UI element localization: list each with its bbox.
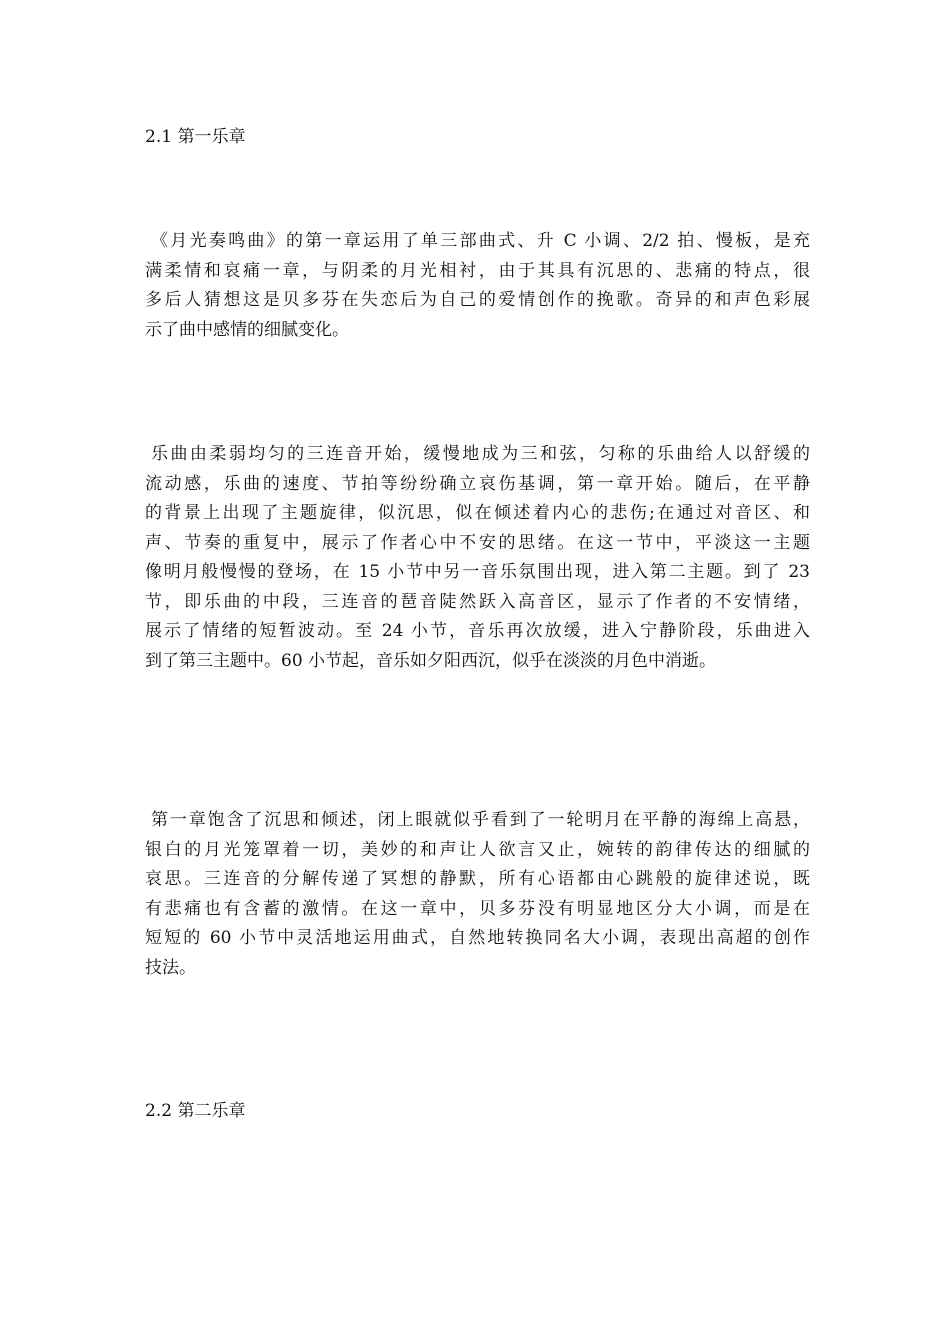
paragraph-line: 的背景上出现了主题旋律，似沉思，似在倾述着内心的悲伤;在通过对音区、和 [145,503,810,523]
paragraph-2 [145,440,810,676]
paragraph-line: 示了曲中感情的细腻变化。 [145,319,349,340]
section-heading-2-1: 2.1 第一乐章 [145,127,246,147]
paragraph-3 [145,806,810,983]
paragraph-line: 银白的月光笼罩着一切，美妙的和声让人欲言又止，婉转的韵律传达的细腻的 [145,839,810,860]
paragraph-line: 流动感，乐曲的速度、节拍等纷纷确立哀伤基调，第一章开始。随后，在平静 [145,473,810,494]
paragraph-line: 有悲痛也有含蓄的激情。在这一章中，贝多芬没有明显地区分大小调，而是在 [145,898,810,919]
paragraph-line: 哀思。三连音的分解传递了冥想的静默，所有心语都由心跳般的旋律述说，既 [145,869,810,889]
paragraph-line: 《月光奏鸣曲》的第一章运用了单三部曲式、升 C 小调、2/2 拍、慢板，是充 [151,231,810,251]
paragraph-line: 像明月般慢慢的登场，在 15 小节中另一音乐氛围出现，进入第二主题。到了 23 [145,562,810,582]
section-heading-2-2: 2.2 第二乐章 [145,1101,246,1121]
paragraph-line: 节，即乐曲的中段，三连音的琶音陡然跃入高音区，显示了作者的不安情绪， [145,591,810,612]
paragraph-line: 短短的 60 小节中灵活地运用曲式，自然地转换同名大小调，表现出高超的创作 [145,928,810,948]
paragraph-line: 到了第三主题中。60 小节起，音乐如夕阳西沉，似乎在淡淡的月色中消逝。 [145,650,717,671]
paragraph-line: 第一章饱含了沉思和倾述，闭上眼就似乎看到了一轮明月在平静的海绵上高悬， [151,810,810,830]
paragraph-1 [145,227,810,345]
paragraph-line: 技法。 [145,957,196,978]
paragraph-line: 乐曲由柔弱均匀的三连音开始，缓慢地成为三和弦，匀称的乐曲给人以舒缓的 [151,444,810,464]
document-page [145,0,810,1344]
paragraph-line: 多后人猜想这是贝多芬在失恋后为自己的爱情创作的挽歌。奇异的和声色彩展 [145,290,810,310]
paragraph-line: 满柔情和哀痛一章，与阴柔的月光相衬，由于其具有沉思的、悲痛的特点，很 [145,260,810,281]
paragraph-line: 声、节奏的重复中，展示了作者心中不安的思绪。在这一节中，平淡这一主题 [145,532,810,553]
paragraph-line: 展示了情绪的短暂波动。至 24 小节，音乐再次放缓，进入宁静阶段，乐曲进入 [145,621,810,641]
